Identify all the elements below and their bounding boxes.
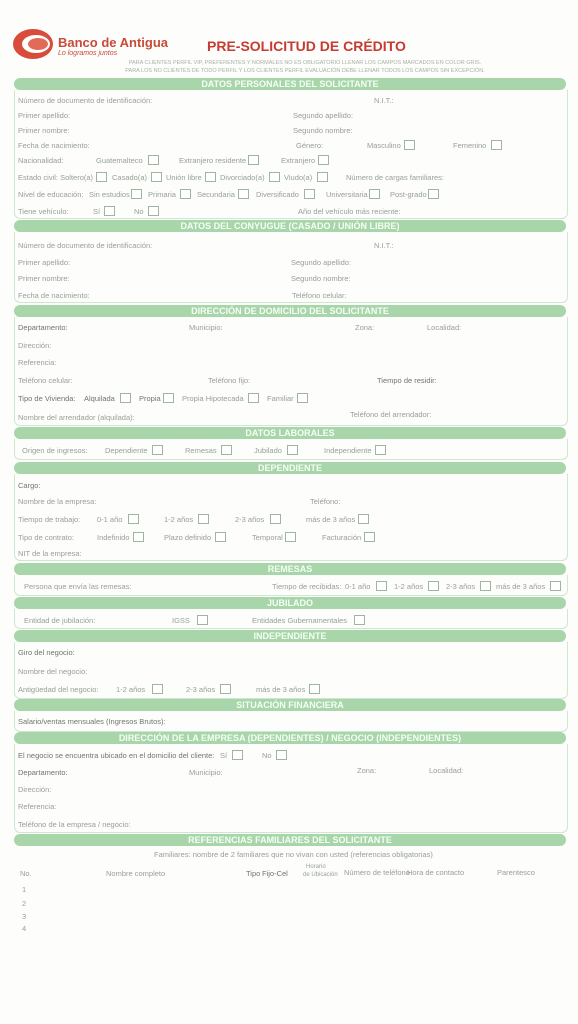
contract-billing-checkbox[interactable] xyxy=(364,532,375,542)
ref-row-3: 3 xyxy=(22,912,27,921)
contract-indefinite-option: Indefinido xyxy=(97,533,130,542)
address-locality-label: Localidad: xyxy=(427,323,462,332)
remittance-time-4-option: más de 3 años xyxy=(496,582,546,591)
income-origin-label: Origen de ingresos: xyxy=(22,446,88,455)
income-remittances-checkbox[interactable] xyxy=(221,445,232,455)
company-direction-label: Dirección: xyxy=(18,785,52,794)
primary-option: Primaria xyxy=(148,190,176,199)
ref-header-no: No. xyxy=(20,869,32,878)
company-reference-label: Referencia: xyxy=(18,802,57,811)
secondary-option: Secundaria xyxy=(197,190,235,199)
same-address-no-option: No xyxy=(262,751,272,760)
primary-checkbox[interactable] xyxy=(180,189,191,199)
mortgaged-checkbox[interactable] xyxy=(248,393,259,403)
contract-label: Tipo de contrato: xyxy=(18,533,75,542)
business-age-label: Antigüedad del negocio: xyxy=(18,685,99,694)
spouse-id-label: Número de documento de identificación: xyxy=(18,241,153,250)
guatemalan-checkbox[interactable] xyxy=(148,155,159,165)
form-note-2: PARA LOS NO CLIENTES DE TODO PERFIL Y LOS CLIENTES PERFIL EVALUACIÓN DEBE LLENAR TODOS LOS CAMPOS SIN EXCEPCIÓN. xyxy=(125,68,485,74)
company-name-label: Nombre de la empresa: xyxy=(18,497,97,506)
personal-id-label: Número de documento de identificación: xyxy=(18,96,153,105)
remittance-time-3-checkbox[interactable] xyxy=(480,581,491,591)
personal-gender-label: Género: xyxy=(296,141,324,150)
contract-fixed-checkbox[interactable] xyxy=(215,532,226,542)
landlord-phone-label: Teléfono del arrendador: xyxy=(350,410,432,419)
university-checkbox[interactable] xyxy=(369,189,380,199)
personal-second-surname-label: Segundo apellido: xyxy=(293,111,354,120)
remittance-time-1-option: 0-1 año xyxy=(345,582,371,591)
income-dependent-checkbox[interactable] xyxy=(152,445,163,455)
company-department-label: Departamento: xyxy=(18,768,68,777)
male-option: Masculino xyxy=(367,141,401,150)
work-time-1-option: 0-1 año xyxy=(97,515,123,524)
income-remittances-option: Remesas xyxy=(185,446,217,455)
vehicle-yes-option: Sí xyxy=(93,207,101,216)
remittance-time-4-checkbox[interactable] xyxy=(550,581,561,591)
references-note: Familiares: nombre de 2 familiares que no vivan con usted (referencias obligatorias) xyxy=(154,850,433,859)
foreigner-option: Extranjero xyxy=(281,156,316,165)
income-retired-checkbox[interactable] xyxy=(287,445,298,455)
work-time-4-checkbox[interactable] xyxy=(358,514,369,524)
personal-first-surname-label: Primer apellido: xyxy=(18,111,71,120)
income-retired-option: Jubilado xyxy=(254,446,282,455)
spouse-second-surname-label: Segundo apellido: xyxy=(291,258,352,267)
contract-billing-option: Facturación xyxy=(322,533,362,542)
spouse-first-surname-label: Primer apellido: xyxy=(18,258,71,267)
single-option: Estado civil: Soltero(a) xyxy=(18,173,94,182)
ref-header-contact-time: Hora de contacto xyxy=(407,868,465,877)
business-age-3-option: más de 3 años xyxy=(256,685,306,694)
work-time-3-checkbox[interactable] xyxy=(270,514,281,524)
work-time-label: Tiempo de trabajo: xyxy=(18,515,81,524)
section-retired: JUBILADO xyxy=(14,597,566,609)
form-title: PRE-SOLICITUD DE CRÉDITO xyxy=(207,38,406,54)
address-box xyxy=(14,317,568,426)
section-labor: DATOS LABORALES xyxy=(14,427,566,439)
retired-gov-option: Entidades Gubernamentales xyxy=(252,616,348,625)
guatemalan-option: Guatemalteco xyxy=(96,156,143,165)
ref-header-relationship: Parentesco xyxy=(497,868,535,877)
foreigner-checkbox[interactable] xyxy=(318,155,329,165)
ref-header-schedule-1: Horario xyxy=(306,864,326,870)
owned-checkbox[interactable] xyxy=(163,393,174,403)
position-label: Cargo: xyxy=(18,481,41,490)
spouse-second-name-label: Segundo nombre: xyxy=(291,274,351,283)
work-time-2-option: 1-2 años xyxy=(164,515,194,524)
male-checkbox[interactable] xyxy=(404,140,415,150)
bank-name: Banco de Antigua xyxy=(58,35,169,50)
section-independent: INDEPENDIENTE xyxy=(14,630,566,642)
university-option: Universitaria xyxy=(326,190,368,199)
business-line-label: Giro del negocio: xyxy=(18,648,75,657)
bank-slogan: Lo logramos juntos xyxy=(58,50,118,57)
remittance-time-3-option: 2-3 años xyxy=(446,582,476,591)
contract-indefinite-checkbox[interactable] xyxy=(133,532,144,542)
section-references: REFERENCIAS FAMILIARES DEL SOLICITANTE xyxy=(14,834,566,846)
single-checkbox[interactable] xyxy=(96,172,107,182)
work-time-2-checkbox[interactable] xyxy=(198,514,209,524)
work-time-1-checkbox[interactable] xyxy=(128,514,139,524)
housing-label: Tipo de Vivienda: xyxy=(18,394,76,403)
married-checkbox[interactable] xyxy=(151,172,162,182)
form-note-1: PARA CLIENTES PERFIL VIP, PREFERENTES Y NORMALES NO ES OBLIGATORIO LLENAR LOS CAMPOS MARCADOS EN COLOR GRIS. xyxy=(128,60,482,66)
same-address-label: El negocio se encuentra ubicado en el domicilio del cliente: xyxy=(18,751,215,760)
personal-first-name-label: Primer nombre: xyxy=(18,126,70,135)
business-age-1-option: 1-2 años xyxy=(116,685,146,694)
company-locality-label: Localidad: xyxy=(429,766,464,775)
widowed-checkbox[interactable] xyxy=(317,172,328,182)
personal-box xyxy=(14,90,568,219)
resident-option: Extranjero residente xyxy=(179,156,247,165)
remittance-time-1-checkbox[interactable] xyxy=(376,581,387,591)
vehicle-year-label: Año del vehículo más reciente: xyxy=(298,207,401,216)
divorced-option: Divorciado(a) xyxy=(220,173,265,182)
nationality-label: Nacionalidad: xyxy=(18,156,64,165)
company-phone-label-2: Teléfono de la empresa / negocio: xyxy=(18,820,131,829)
address-zone-label: Zona: xyxy=(355,323,375,332)
section-company: DIRECCIÓN DE LA EMPRESA (DEPENDIENTES) / NEGOCIO (INDEPENDIENTES) xyxy=(14,732,566,744)
no-studies-checkbox[interactable] xyxy=(131,189,142,199)
ref-row-2: 2 xyxy=(22,899,27,908)
mortgaged-option: Propia Hipotecada xyxy=(182,394,244,403)
ref-header-fijo: Fijo-Cel xyxy=(262,869,288,878)
same-address-no-checkbox[interactable] xyxy=(276,750,287,760)
spouse-first-name-label: Primer nombre: xyxy=(18,274,70,283)
spouse-nit-label: N.I.T.: xyxy=(374,241,394,250)
same-address-yes-option: Sí xyxy=(220,751,228,760)
company-phone-label: Teléfono: xyxy=(310,497,341,506)
ref-row-1: 1 xyxy=(22,885,27,894)
residence-time-label: Tiempo de residir: xyxy=(377,376,437,385)
contract-fixed-option: Plazo definido xyxy=(164,533,212,542)
diversified-checkbox[interactable] xyxy=(304,189,315,199)
ref-header-phone: Número de teléfono xyxy=(344,868,410,877)
address-cell-label: Teléfono celular: xyxy=(18,376,73,385)
vehicle-no-option: No xyxy=(134,207,144,216)
spouse-birth-label: Fecha de nacimiento: xyxy=(18,291,90,300)
business-age-2-option: 2-3 años xyxy=(186,685,216,694)
ref-row-4: 4 xyxy=(22,924,27,933)
no-studies-option: Sin estudios xyxy=(89,190,130,199)
section-remittance: REMESAS xyxy=(14,563,566,575)
vehicle-yes-checkbox[interactable] xyxy=(104,206,115,216)
address-direction-label: Dirección: xyxy=(18,341,52,350)
retired-igss-option: IGSS xyxy=(172,616,190,625)
ref-header-name: Nombre completo xyxy=(106,869,166,878)
spouse-cell-label: Teléfono celular: xyxy=(292,291,347,300)
same-address-yes-checkbox[interactable] xyxy=(232,750,243,760)
divorced-checkbox[interactable] xyxy=(269,172,280,182)
remittance-sender-label: Persona que envía las remesas: xyxy=(24,582,132,591)
remittance-time-2-checkbox[interactable] xyxy=(428,581,439,591)
rented-option: Alquilada xyxy=(84,394,115,403)
union-option: Unión libre xyxy=(166,173,202,182)
landlord-label: Nombre del arrendador (alquilada): xyxy=(18,413,135,422)
work-time-4-option: más de 3 años xyxy=(306,515,356,524)
postgrad-checkbox[interactable] xyxy=(428,189,439,199)
family-checkbox[interactable] xyxy=(297,393,308,403)
ref-header-type: Tipo xyxy=(246,869,261,878)
personal-second-name-label: Segundo nombre: xyxy=(293,126,353,135)
contract-temporary-checkbox[interactable] xyxy=(285,532,296,542)
postgrad-option: Post-grado xyxy=(390,190,427,199)
retired-gov-checkbox[interactable] xyxy=(354,615,365,625)
business-name-label: Nombre del negocio: xyxy=(18,667,88,676)
section-dependent: DEPENDIENTE xyxy=(14,462,566,474)
retired-entity-label: Entidad de jubilación: xyxy=(24,616,96,625)
secondary-checkbox[interactable] xyxy=(238,189,249,199)
section-financial: SITUACIÓN FINANCIERA xyxy=(14,699,566,711)
address-reference-label: Referencia: xyxy=(18,358,57,367)
company-zone-label: Zona: xyxy=(357,766,377,775)
personal-birth-label: Fecha de nacimiento: xyxy=(18,141,90,150)
income-dependent-option: Dependiente xyxy=(105,446,148,455)
income-independent-option: Independiente xyxy=(324,446,372,455)
family-option: Familiar xyxy=(267,394,294,403)
resident-checkbox[interactable] xyxy=(248,155,259,165)
company-nit-label: NIT de la empresa: xyxy=(18,549,82,558)
personal-nit-label: N.I.T.: xyxy=(374,96,394,105)
address-municipality-label: Municipio: xyxy=(189,323,223,332)
bank-logo xyxy=(12,27,56,61)
married-option: Casado(a) xyxy=(112,173,148,182)
female-checkbox[interactable] xyxy=(491,140,502,150)
vehicle-no-checkbox[interactable] xyxy=(148,206,159,216)
remittance-time-2-option: 1-2 años xyxy=(394,582,424,591)
address-landline-label: Teléfono fijo: xyxy=(208,376,251,385)
income-independent-checkbox[interactable] xyxy=(375,445,386,455)
section-personal: DATOS PERSONALES DEL SOLICITANTE xyxy=(14,78,566,90)
section-spouse: DATOS DEL CONYUGUE (CASADO / UNIÓN LIBRE) xyxy=(14,220,566,232)
owned-option: Propia xyxy=(139,394,161,403)
education-label: Nivel de educación: xyxy=(18,190,84,199)
union-checkbox[interactable] xyxy=(205,172,216,182)
address-department-label: Departamento: xyxy=(18,323,68,332)
remittance-time-label: Tiempo de recibidas: xyxy=(272,582,342,591)
vehicle-label: Tiene vehículo: xyxy=(18,207,69,216)
work-time-3-option: 2-3 años xyxy=(235,515,265,524)
diversified-option: Diversificado xyxy=(256,190,299,199)
business-age-2-checkbox[interactable] xyxy=(220,684,231,694)
retired-igss-checkbox[interactable] xyxy=(197,615,208,625)
dependents-label: Número de cargas familiares: xyxy=(346,173,444,182)
ref-header-schedule-2: de Ubicación xyxy=(303,872,338,878)
section-address: DIRECCIÓN DE DOMICILIO DEL SOLICITANTE xyxy=(14,305,566,317)
widowed-option: Viudo(a) xyxy=(284,173,313,182)
company-municipality-label: Municipio: xyxy=(189,768,223,777)
salary-label: Salario/ventas mensuales (Ingresos Brutos): xyxy=(18,717,166,726)
female-option: Femenino xyxy=(453,141,487,150)
rented-checkbox[interactable] xyxy=(120,393,131,403)
business-age-3-checkbox[interactable] xyxy=(309,684,320,694)
contract-temporary-option: Temporal xyxy=(252,533,283,542)
business-age-1-checkbox[interactable] xyxy=(152,684,163,694)
